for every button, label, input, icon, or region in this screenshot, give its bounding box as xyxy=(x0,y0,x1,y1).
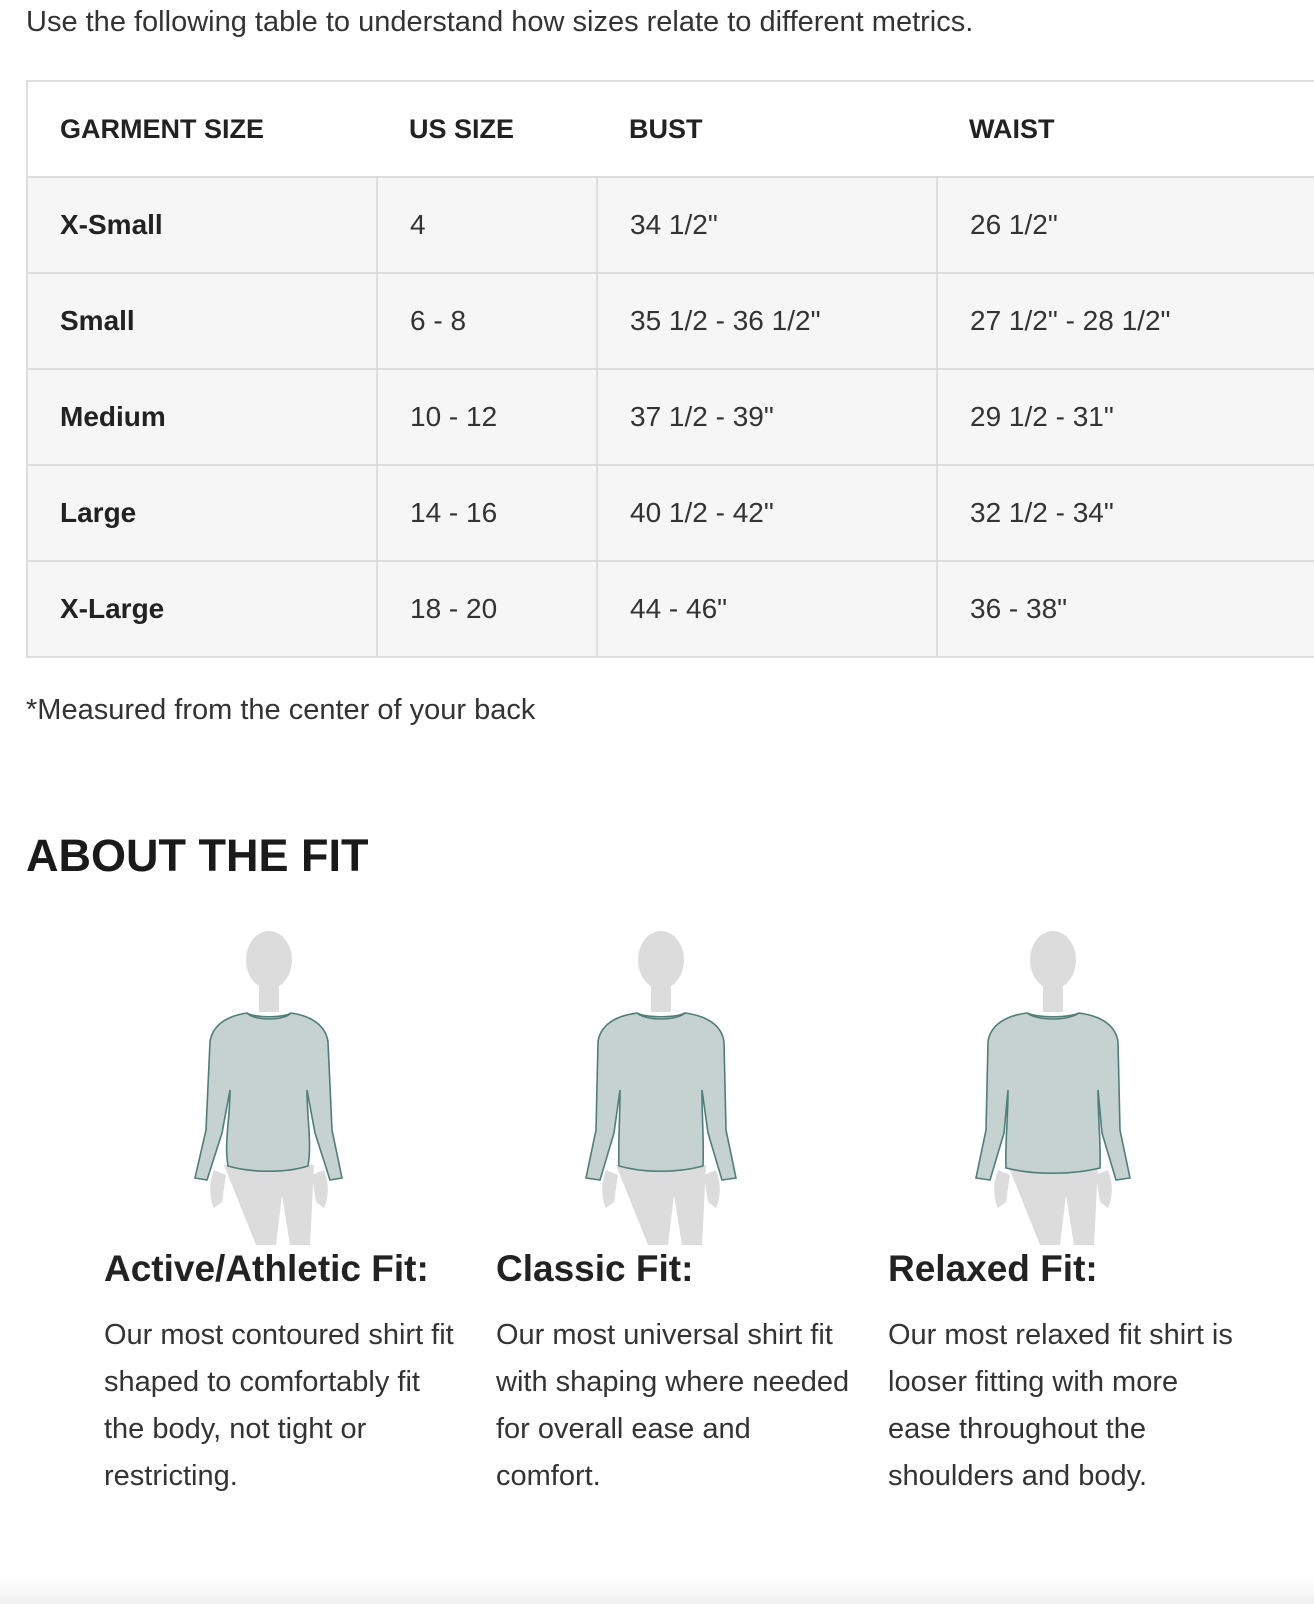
fit-name: Classic Fit: xyxy=(496,1248,694,1289)
bust-cell: 37 1/2 - 39" xyxy=(597,369,937,465)
bust-cell: 40 1/2 - 42" xyxy=(597,465,937,561)
fit-description: Our most universal shirt fit with shaping where needed for overall ease and comfort. xyxy=(496,1319,850,1492)
table-row xyxy=(27,561,1314,657)
bottom-edge-shade xyxy=(0,1578,1314,1604)
classic-fit-figure-icon xyxy=(576,930,776,1250)
table-row xyxy=(27,465,1314,561)
fit-name: Active/Athletic Fit: xyxy=(104,1248,429,1289)
fit-description: Our most relaxed fit shirt is looser fitting with more ease throughout the shoulders and body. xyxy=(888,1319,1233,1492)
us-size-cell: 18 - 20 xyxy=(377,561,597,657)
waist-cell: 26 1/2" xyxy=(937,177,1314,273)
bust-cell: 44 - 46" xyxy=(597,561,937,657)
garment-size-cell: Small xyxy=(27,273,377,369)
waist-cell: 27 1/2" - 28 1/2" xyxy=(937,273,1314,369)
garment-size-cell: X-Large xyxy=(27,561,377,657)
about-fit-title: ABOUT THE FIT xyxy=(26,830,369,881)
fit-card-athletic xyxy=(104,930,464,1492)
us-size-cell: 6 - 8 xyxy=(377,273,597,369)
header-us-size: US SIZE xyxy=(377,81,597,177)
table-row xyxy=(27,369,1314,465)
garment-size-cell: Medium xyxy=(27,369,377,465)
garment-size-cell: Large xyxy=(27,465,377,561)
bust-cell: 35 1/2 - 36 1/2" xyxy=(597,273,937,369)
waist-cell: 32 1/2 - 34" xyxy=(937,465,1314,561)
waist-cell: 36 - 38" xyxy=(937,561,1314,657)
table-row xyxy=(27,273,1314,369)
fit-card-classic xyxy=(496,930,856,1492)
table-header-row xyxy=(27,81,1314,177)
measurement-footnote: *Measured from the center of your back xyxy=(26,694,536,726)
table-row xyxy=(27,177,1314,273)
fit-name: Relaxed Fit: xyxy=(888,1248,1098,1289)
header-bust: BUST xyxy=(597,81,937,177)
waist-cell: 29 1/2 - 31" xyxy=(937,369,1314,465)
fit-card-relaxed xyxy=(888,930,1248,1492)
relaxed-fit-figure-icon xyxy=(968,930,1168,1250)
intro-text: Use the following table to understand how sizes relate to different metrics. xyxy=(26,6,974,38)
size-chart-table xyxy=(26,80,1314,658)
athletic-fit-figure-icon xyxy=(184,930,384,1250)
fit-description: Our most contoured shirt fit shaped to comfortably fit the body, not tight or restricting. xyxy=(104,1319,454,1492)
us-size-cell: 10 - 12 xyxy=(377,369,597,465)
header-garment-size: GARMENT SIZE xyxy=(27,81,377,177)
header-waist: WAIST xyxy=(937,81,1314,177)
us-size-cell: 14 - 16 xyxy=(377,465,597,561)
bust-cell: 34 1/2" xyxy=(597,177,937,273)
us-size-cell: 4 xyxy=(377,177,597,273)
garment-size-cell: X-Small xyxy=(27,177,377,273)
